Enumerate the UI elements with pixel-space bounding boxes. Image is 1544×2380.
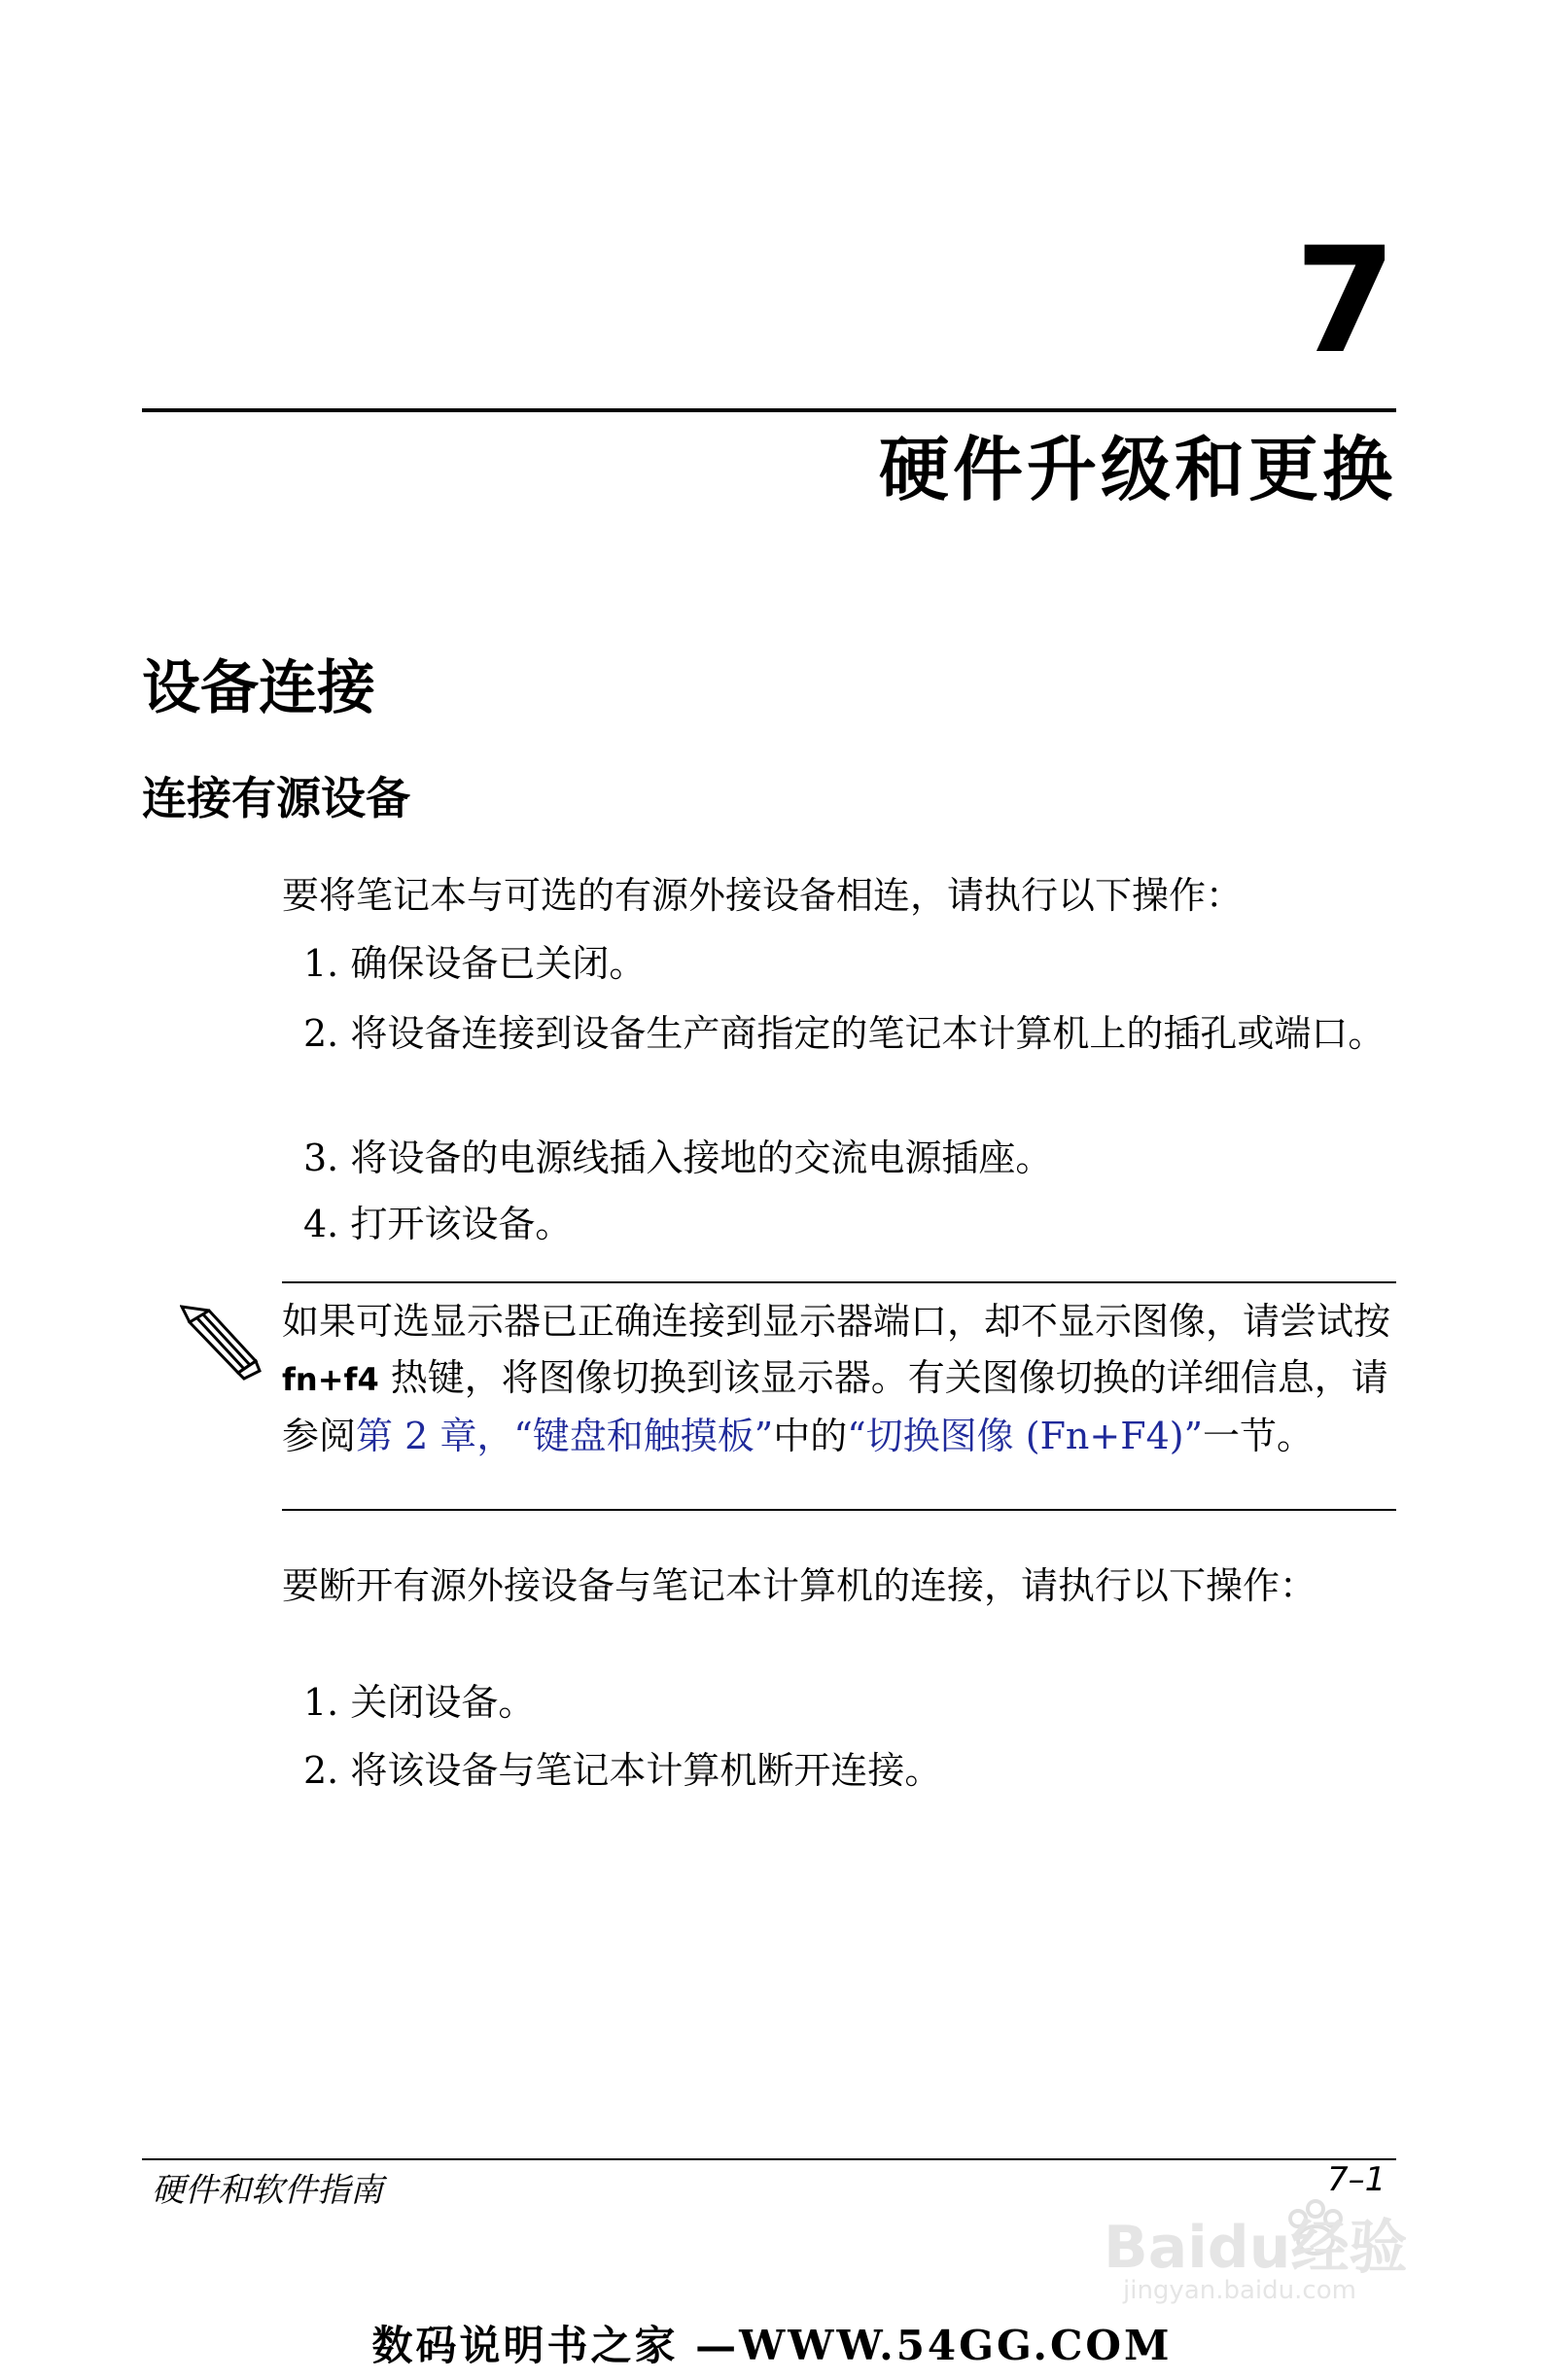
chapter-title: 硬件升级和更换 (878, 429, 1396, 510)
brand-url: jingyan.baidu.com (1123, 2276, 1356, 2305)
disconnect-step-2: 2. 将该设备与笔记本计算机断开连接。 (303, 1749, 942, 1792)
pencil-note-icon (180, 1303, 265, 1384)
connect-step-3: 3. 将设备的电源线插入接地的交流电源插座。 (303, 1137, 1053, 1179)
note-top-rule (282, 1281, 1396, 1283)
note-text (282, 1293, 1400, 1464)
footer-rule (142, 2158, 1396, 2160)
baidu-paw-logo (1094, 2170, 1444, 2306)
connect-step-1: 1. 确保设备已关闭。 (303, 942, 647, 985)
site-banner: 数码说明书之家 —WWW.54GG.COM (371, 2322, 1173, 2369)
footer-page-number: 7–1 (1327, 2160, 1386, 2199)
note-bottom-rule (282, 1509, 1396, 1511)
note-text-part4: 一节。 (1203, 1415, 1315, 1457)
chapter-2-link[interactable]: 第 2 章，“键盘和触摸板” (356, 1415, 774, 1457)
section-title: 设备连接 (142, 654, 375, 722)
brand-text: Baidu经验 (1104, 2214, 1408, 2282)
baidu-watermark (1094, 2170, 1444, 2310)
connect-intro: 要将笔记本与可选的有源外接设备相连，请执行以下操作： (282, 874, 1244, 917)
note-text-part3: 中的 (773, 1415, 848, 1457)
chapter-rule (142, 408, 1396, 412)
note-text-part2: 热键，将图像切换到该显示器。有关图像切换的详细信息，请参阅 (282, 1356, 1388, 1457)
subsection-title: 连接有源设备 (142, 772, 410, 824)
connect-step-4: 4. 打开该设备。 (303, 1203, 573, 1245)
chapter-number: 7 (1294, 217, 1396, 386)
footer-guide-title: 硬件和软件指南 (152, 2171, 383, 2210)
hotkey-label: fn+f4 (282, 1361, 379, 1398)
disconnect-step-1: 1. 关闭设备。 (303, 1681, 536, 1724)
disconnect-intro: 要断开有源外接设备与笔记本计算机的连接，请执行以下操作： (282, 1564, 1317, 1607)
note-text-part1: 如果可选显示器已正确连接到显示器端口，却不显示图像，请尝试按 (282, 1300, 1391, 1343)
switch-image-link[interactable]: “切换图像 (Fn+F4)” (847, 1415, 1204, 1457)
connect-step-2: 2. 将设备连接到设备生产商指定的笔记本计算机上的插孔或端口。 (303, 1012, 1386, 1055)
